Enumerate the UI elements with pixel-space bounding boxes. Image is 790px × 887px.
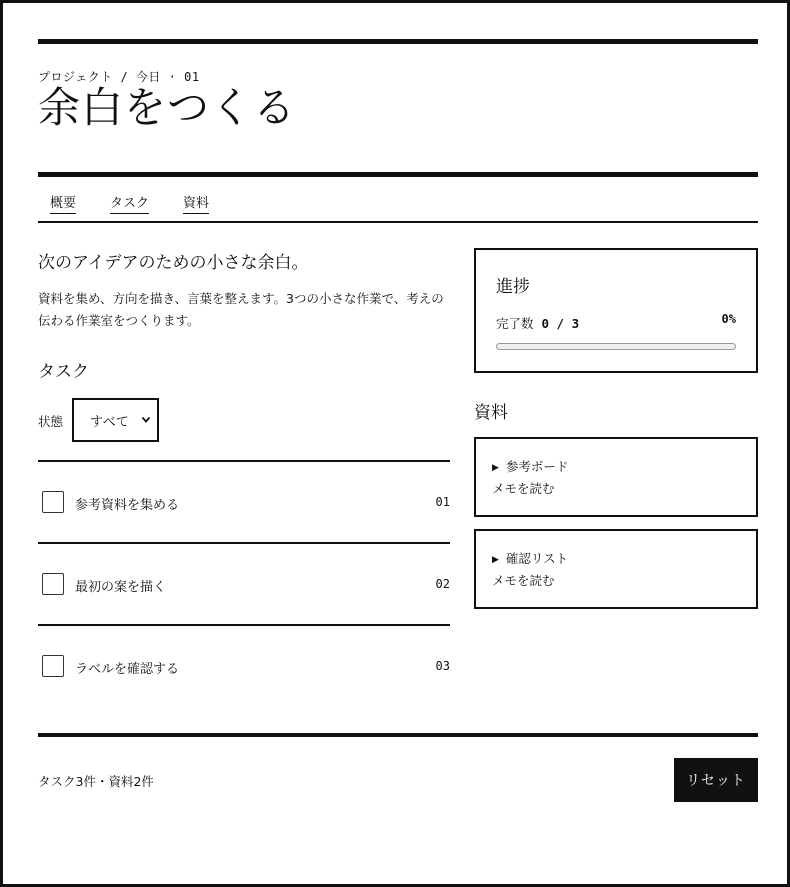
tab-materials[interactable]: 資料 <box>183 192 209 214</box>
task-checkbox[interactable] <box>42 655 64 677</box>
progress-percent: 0% <box>721 312 736 326</box>
progress-label <box>496 314 579 332</box>
progress-card <box>474 248 758 373</box>
material-title <box>492 457 568 475</box>
material-title-text: 確認リスト <box>505 551 569 566</box>
material-title <box>492 549 568 567</box>
material-read-link[interactable]: メモを読む <box>492 481 555 496</box>
material-card[interactable] <box>474 437 758 517</box>
task-row <box>38 624 450 706</box>
intro-heading: 次のアイデアのための小さな余白。 <box>38 253 309 273</box>
progress-count: 0 / 3 <box>541 316 580 331</box>
material-read-link[interactable]: メモを読む <box>492 573 555 588</box>
tab-tasks[interactable]: タスク <box>110 192 149 214</box>
task-row <box>38 460 450 542</box>
task-label: 参考資料を集める <box>75 498 180 513</box>
footer-summary: タスク3件・資料2件 <box>38 774 154 789</box>
task-number: 01 <box>435 495 450 509</box>
reset-button[interactable]: リセット <box>674 758 758 802</box>
progress-bar <box>496 343 736 350</box>
breadcrumb: プロジェクト / 今日 · 01 <box>38 70 200 84</box>
task-label: 最初の案を描く <box>75 580 167 595</box>
task-checkbox[interactable] <box>42 491 64 513</box>
material-title-text: 参考ボード <box>505 459 569 474</box>
page-title: 余白をつくる <box>38 83 297 132</box>
tab-overview[interactable]: 概要 <box>50 192 76 214</box>
chevron-down-icon <box>141 413 151 427</box>
triangle-right-icon: ▶ <box>492 463 499 473</box>
triangle-right-icon: ▶ <box>492 555 499 565</box>
status-filter-value: すべて <box>90 414 129 430</box>
task-row <box>38 542 450 624</box>
materials-heading: 資料 <box>474 403 508 423</box>
progress-label-text: 完了数 <box>496 316 534 331</box>
material-card[interactable] <box>474 529 758 609</box>
task-label: ラベルを確認する <box>75 662 180 677</box>
tab-rule <box>38 221 758 223</box>
task-number: 02 <box>435 577 450 591</box>
footer-rule <box>38 733 758 737</box>
progress-title: 進捗 <box>496 277 530 297</box>
top-rule <box>38 39 758 44</box>
task-number: 03 <box>435 659 450 673</box>
tab-bar <box>50 192 243 214</box>
tasks-heading: タスク <box>38 362 89 382</box>
status-filter-select[interactable] <box>72 398 159 442</box>
task-list <box>38 460 450 706</box>
task-checkbox[interactable] <box>42 573 64 595</box>
status-filter-label: 状態 <box>38 414 64 429</box>
intro-body: 資料を集め、方向を描き、言葉を整えます。3つの小さな作業で、考えの伝わる作業室をつくります。 <box>38 291 444 328</box>
header-rule <box>38 172 758 177</box>
